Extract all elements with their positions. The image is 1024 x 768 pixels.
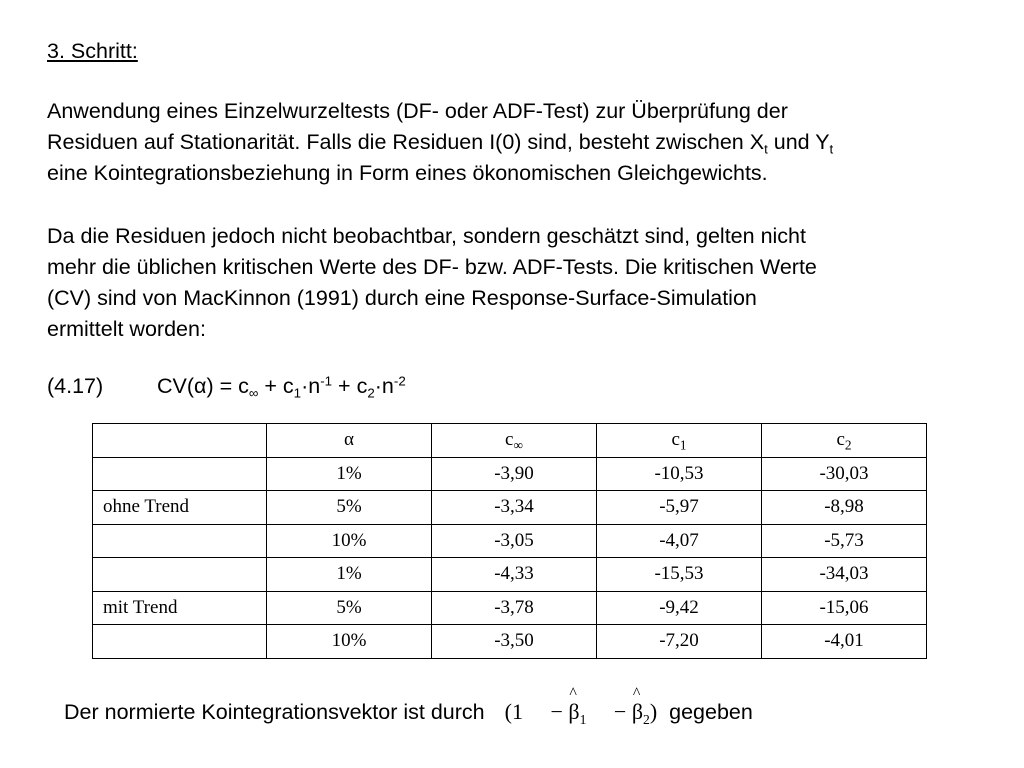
cell-c-inf: -3,05 [432, 524, 597, 558]
header-empty-cell [93, 424, 267, 458]
para1-line2-text-b: und Y [767, 130, 830, 154]
equation-dot1: ·n [301, 374, 321, 398]
cell-c2: -34,03 [762, 558, 927, 592]
cell-alpha: 5% [267, 591, 432, 625]
equation-sub-2: 2 [367, 385, 375, 401]
cell-group [93, 558, 267, 592]
cell-alpha: 5% [267, 491, 432, 525]
cell-c1: -5,97 [597, 491, 762, 525]
cointegration-vector [505, 699, 658, 725]
table-row [93, 491, 927, 525]
equation-plus1: + c [258, 374, 294, 398]
cell-group [93, 524, 267, 558]
equation-sup-2: -2 [393, 373, 406, 389]
para1-line2-text-a: Residuen auf Stationarität. Falls die Residuen I(0) sind, besteht zwischen X [47, 130, 765, 154]
cell-c2: -5,73 [762, 524, 927, 558]
paragraph-intro [47, 96, 1007, 189]
equation-lhs: CV(α) = c [157, 374, 249, 398]
para2-line4: ermittelt worden: [47, 317, 206, 341]
cell-c1: -10,53 [597, 457, 762, 491]
vector-beta-sub-2: 2 [643, 711, 650, 727]
para1-line2 [47, 127, 1007, 158]
cell-c2: -15,06 [762, 591, 927, 625]
header-c-inf [432, 424, 597, 458]
footer-sentence [64, 699, 753, 725]
equation-sub-1: 1 [293, 385, 302, 401]
equation-dot2: ·n [374, 374, 394, 398]
cell-group: ohne Trend [93, 491, 267, 525]
critical-values-table [92, 423, 927, 659]
cell-c2: -8,98 [762, 491, 927, 525]
cell-group [93, 457, 267, 491]
table-row [93, 524, 927, 558]
cell-c2: -4,01 [762, 625, 927, 659]
vector-beta-hat-1: ^ β [568, 699, 579, 725]
section-heading: 3. Schritt: [47, 39, 138, 63]
cell-alpha: 10% [267, 524, 432, 558]
header-alpha: α [267, 424, 432, 458]
equation-sub-inf: ∞ [248, 385, 259, 401]
equation-plus2: + c [332, 374, 368, 398]
table-header-row [93, 424, 927, 458]
vector-minus-2: − [613, 699, 627, 724]
header-c1-letter: c [671, 429, 680, 451]
footer-text-after: gegeben [669, 700, 753, 724]
cell-group: mit Trend [93, 591, 267, 625]
cell-c-inf: -3,50 [432, 625, 597, 659]
cell-c1: -7,20 [597, 625, 762, 659]
table-row [93, 457, 927, 491]
table-row [93, 558, 927, 592]
para1-line1: Anwendung eines Einzelwurzeltests (DF- oder ADF-Test) zur Überprüfung der [47, 99, 788, 123]
vector-beta-sub-1: 1 [579, 711, 587, 727]
cell-c-inf: -3,34 [432, 491, 597, 525]
cell-c1: -4,07 [597, 524, 762, 558]
header-c-inf-letter: c [505, 429, 514, 451]
subscript-t-x: t [764, 141, 768, 157]
para2-line3: (CV) sind von MacKinnon (1991) durch eine Response-Surface-Simulation [47, 286, 757, 310]
header-c2-letter: c [836, 429, 845, 451]
header-c2 [762, 424, 927, 458]
paragraph-critical-values [47, 221, 1007, 345]
vector-minus-1: − [550, 699, 563, 724]
cell-alpha: 1% [267, 558, 432, 592]
vector-open: (1 [504, 699, 523, 724]
header-c1 [597, 424, 762, 458]
table-row [93, 625, 927, 659]
header-c1-sub: 1 [679, 437, 687, 453]
cell-c1: -9,42 [597, 591, 762, 625]
cell-c-inf: -3,90 [432, 457, 597, 491]
equation-number: (4.17) [47, 374, 104, 398]
vector-close: ) [649, 699, 658, 724]
vector-beta-hat-2: ^ β [632, 699, 643, 725]
para2-line2: mehr die üblichen kritischen Werte des DF- bzw. ADF-Tests. Die kritischen Werte [47, 255, 817, 279]
cell-alpha: 10% [267, 625, 432, 659]
header-c2-sub: 2 [844, 437, 852, 453]
cell-alpha: 1% [267, 457, 432, 491]
equation-4-17 [47, 374, 406, 399]
para2-line1: Da die Residuen jedoch nicht beobachtbar, sondern geschätzt sind, gelten nicht [47, 224, 806, 248]
cell-c-inf: -3,78 [432, 591, 597, 625]
cell-group [93, 625, 267, 659]
cell-c2: -30,03 [762, 457, 927, 491]
cell-c-inf: -4,33 [432, 558, 597, 592]
header-c-inf-sub: ∞ [513, 437, 523, 453]
equation-sup-1: -1 [320, 373, 333, 389]
para1-line3: eine Kointegrationsbeziehung in Form eines ökonomischen Gleichgewichts. [47, 161, 768, 185]
subscript-t-y: t [829, 141, 834, 157]
cell-c1: -15,53 [597, 558, 762, 592]
footer-text-before: Der normierte Kointegrationsvektor ist durch [64, 700, 485, 724]
table-row [93, 591, 927, 625]
